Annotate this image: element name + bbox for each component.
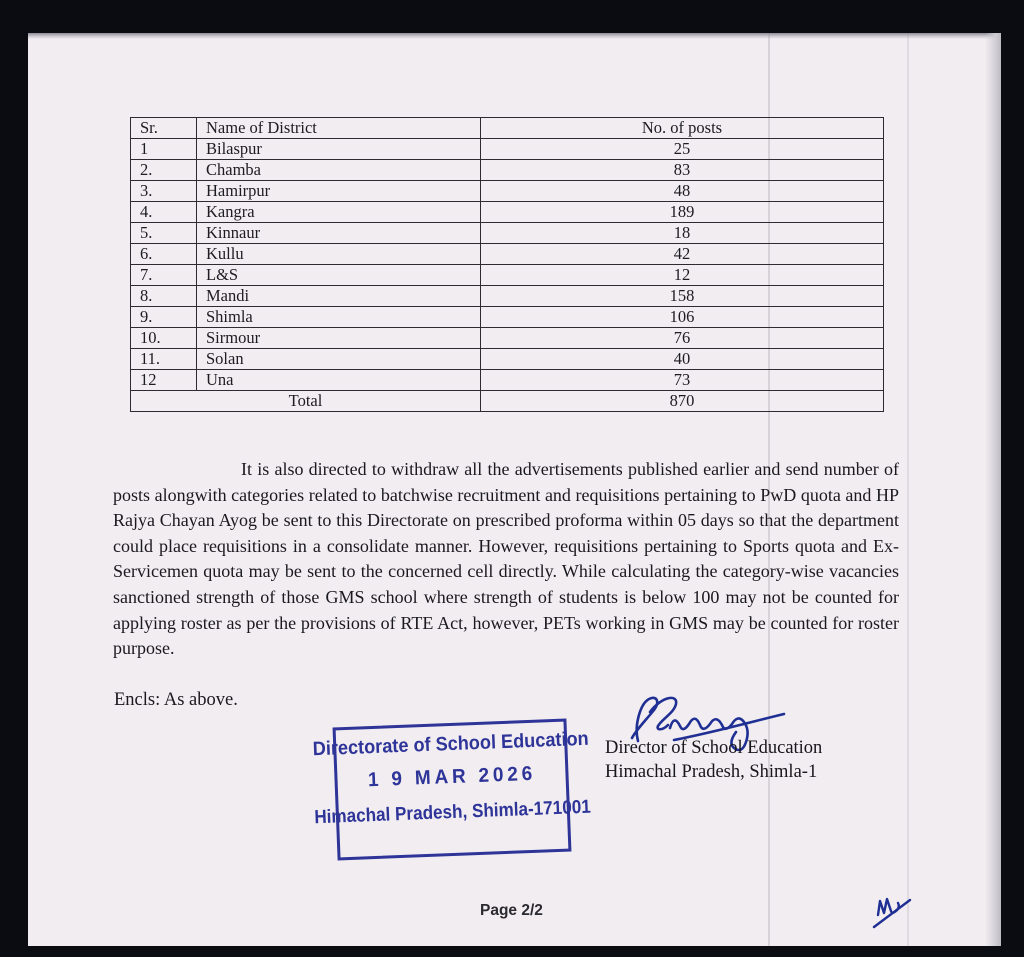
cell-posts: 83 (481, 160, 884, 181)
cell-district: Kinnaur (197, 223, 481, 244)
table-header-row (131, 118, 884, 139)
cell-posts: 189 (481, 202, 884, 223)
district-posts-table (130, 117, 884, 412)
stamp-office-name: Directorate of School Education (311, 727, 589, 761)
cell-district: Una (197, 370, 481, 391)
cell-district: L&S (197, 265, 481, 286)
cell-sr: 6. (131, 244, 197, 265)
table-row (131, 265, 884, 286)
table-row (131, 307, 884, 328)
cell-sr: 10. (131, 328, 197, 349)
stamp-address: Himachal Pradesh, Shimla-171001 (314, 796, 592, 829)
table-row (131, 223, 884, 244)
table-row (131, 370, 884, 391)
cell-sr: 1 (131, 139, 197, 160)
paper-crease (907, 33, 909, 946)
cell-sr: 8. (131, 286, 197, 307)
stamp-date: 1 9 MAR 2026 (367, 762, 536, 792)
header-district: Name of District (197, 118, 481, 139)
paper-right-edge (985, 33, 1001, 946)
cell-district: Kangra (197, 202, 481, 223)
table-row (131, 202, 884, 223)
paper-top-edge (28, 33, 1001, 39)
cell-posts: 106 (481, 307, 884, 328)
cell-sr: 12 (131, 370, 197, 391)
cell-district: Chamba (197, 160, 481, 181)
cell-posts: 12 (481, 265, 884, 286)
body-paragraph: It is also directed to withdraw all the advertisements published earlier and send number of posts alongwith categories related to batchwise recruitment and requisitions pertaining to PwD quota and HP Rajya Chayan Ayog be sent to this Directorate on prescribed proforma within 05 days so that the department could place requisitions in a consolidate manner. However, requisitions pertaining to Sports quota and Ex-Servicemen quota may be sent to the concerned cell directly. While calculating the category-wise vacancies sanctioned strength of those GMS school where strength of students is below 100 may not be counted for applying roster as per the provisions of RTE Act, however, PETs working in GMS may be counted for roster purpose. (113, 459, 899, 659)
cell-posts: 18 (481, 223, 884, 244)
total-label: Total (131, 391, 481, 412)
cell-posts: 42 (481, 244, 884, 265)
office-stamp (311, 719, 592, 861)
cell-sr: 4. (131, 202, 197, 223)
header-posts: No. of posts (481, 118, 884, 139)
cell-district: Bilaspur (197, 139, 481, 160)
cell-posts: 158 (481, 286, 884, 307)
cell-sr: 9. (131, 307, 197, 328)
cell-sr: 5. (131, 223, 197, 244)
cell-district: Shimla (197, 307, 481, 328)
cell-sr: 7. (131, 265, 197, 286)
signatory-block (605, 737, 822, 784)
table-row (131, 328, 884, 349)
cell-posts: 40 (481, 349, 884, 370)
cell-posts: 48 (481, 181, 884, 202)
table-row (131, 349, 884, 370)
cell-posts: 76 (481, 328, 884, 349)
cell-district: Mandi (197, 286, 481, 307)
enclosure-note: Encls: As above. (114, 690, 238, 710)
header-sr: Sr. (131, 118, 197, 139)
table-row (131, 181, 884, 202)
cell-district: Solan (197, 349, 481, 370)
table-row (131, 244, 884, 265)
signatory-title: Director of School Education (605, 738, 823, 758)
cell-sr: 11. (131, 349, 197, 370)
page-number: Page 2/2 (480, 902, 543, 919)
cell-district: Hamirpur (197, 181, 481, 202)
cell-district: Kullu (197, 244, 481, 265)
total-value: 870 (481, 391, 884, 412)
table-row (131, 286, 884, 307)
cell-sr: 3. (131, 181, 197, 202)
cell-sr: 2. (131, 160, 197, 181)
cell-posts: 73 (481, 370, 884, 391)
signatory-address: Himachal Pradesh, Shimla-1 (605, 761, 818, 782)
table-row (131, 160, 884, 181)
table-total-row (131, 391, 884, 412)
cell-district: Sirmour (197, 328, 481, 349)
table-row (131, 139, 884, 160)
document-page (28, 33, 1001, 946)
initials-mark (848, 883, 920, 935)
cell-posts: 25 (481, 139, 884, 160)
district-table-body (131, 139, 884, 391)
